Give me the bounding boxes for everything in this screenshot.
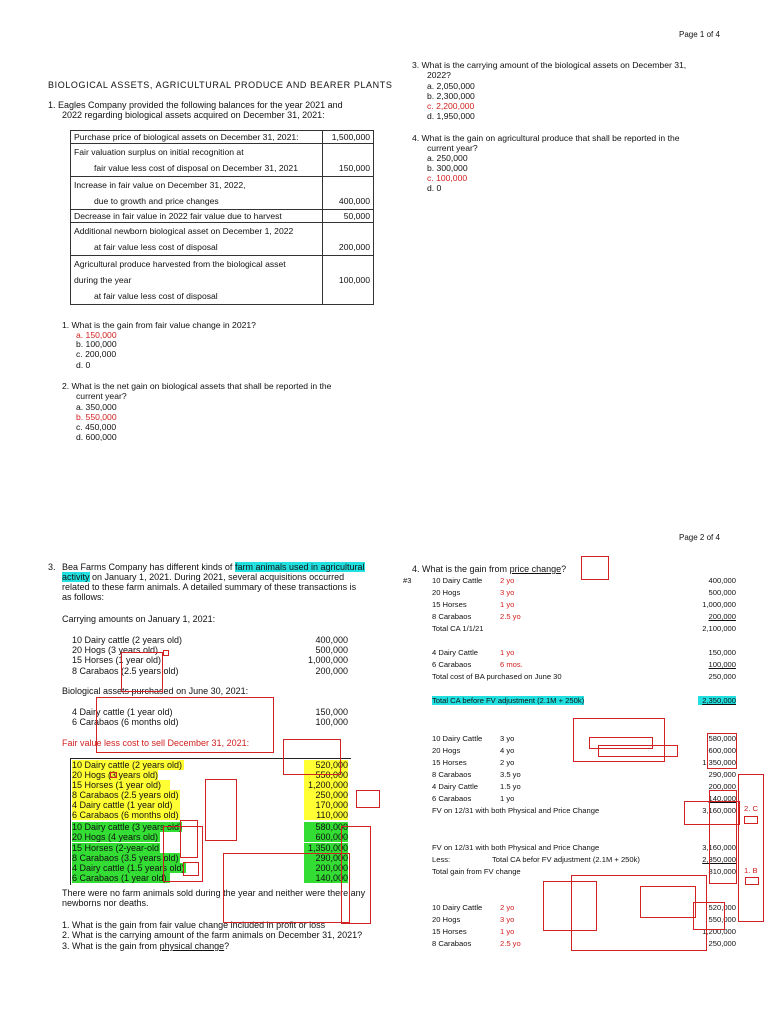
sheet-total-amount: 250,000 (708, 672, 736, 681)
fv-row: 20 Hogs (4 years old) (72, 832, 159, 842)
sheet-label: 8 Carabaos (432, 939, 472, 948)
fv-row: 15 Horses (1 year old) (72, 780, 170, 790)
fv-amount: 600,000 (304, 832, 348, 842)
purchased-amount: 100,000 (315, 717, 348, 727)
sheet-label: Less: (432, 855, 451, 864)
highlighted-text: farm animals used in agricultural (234, 562, 365, 572)
problem3-intro-4: as follows: (62, 592, 105, 602)
annotation-box (205, 779, 237, 841)
purchased-row: 4 Dairy cattle (1 year old) (72, 707, 173, 717)
sheet-age: 2.5 yo (500, 612, 521, 621)
choice: b. 550,000 (76, 412, 117, 422)
sheet-label: 4 Dairy Cattle (432, 648, 479, 657)
fv-amount: 290,000 (304, 853, 348, 863)
choice: b. 2,300,000 (427, 91, 475, 101)
question-3: 3. What is the gain from physical change? (62, 941, 230, 951)
question-2: 2. What is the carrying amount of the farm animals on December 31, 2021? (62, 930, 363, 940)
sheet-label: 20 Hogs (432, 588, 461, 597)
sheet-label: 8 Carabaos (432, 770, 472, 779)
choice: c. 100,000 (427, 173, 468, 183)
annotation-box (283, 739, 341, 775)
sheet-label: 10 Dairy Cattle (432, 734, 483, 743)
sheet-total-amount: 2,100,000 (702, 624, 736, 633)
annotation-box (709, 790, 737, 884)
fv-row: 4 Dairy cattle (1.5 years old) (72, 863, 185, 873)
carrying-row: 8 Carabaos (2.5 years old) (72, 666, 179, 676)
table-amount: 100,000 (323, 256, 374, 305)
problem1-intro: 1. Eagles Company provided the following balances for the year 2021 and (48, 100, 343, 110)
annotation-box (341, 826, 371, 924)
fv-row: 10 Dairy cattle (3 years old) (72, 822, 183, 832)
fv-row: 10 Dairy cattle (2 years old) (72, 760, 183, 770)
sheet-amount: 1,200,000 (702, 927, 736, 936)
sheet-amount: 1,000,000 (702, 600, 736, 609)
table-cell: Increase in fair value on December 31, 2022, (74, 180, 246, 190)
choice: a. 350,000 (76, 402, 117, 412)
sheet-amount: 520,000 (708, 903, 736, 912)
purchased-row: 6 Carabaos (6 months old) (72, 717, 179, 727)
sheet-label: 10 Dairy Cattle (432, 903, 483, 912)
sheet-age: 1 yo (500, 600, 515, 609)
problem3-intro: Bea Farms Company has different kinds of farm animals used in agricultural (62, 562, 365, 572)
sheet-label: 8 Carabaos (432, 612, 472, 621)
sheet-total: Total cost of BA purchased on June 30 (432, 672, 562, 681)
table-amount: 150,000 (323, 144, 374, 177)
annotation-box (598, 745, 678, 757)
choice: c. 200,000 (76, 349, 117, 359)
sheet-total: FV on 12/31 with both Physical and Price Change (432, 806, 600, 815)
question-3-cont: 2022? (427, 70, 451, 80)
annotation-box (640, 886, 696, 918)
annotation-box (581, 556, 609, 580)
sheet-age: 3.5 yo (500, 770, 521, 779)
answer-label: 1. B (744, 866, 758, 875)
choice: a. 2,050,000 (427, 81, 475, 91)
choice: c. 2,200,000 (427, 101, 475, 111)
sheet-label: 15 Horses (432, 927, 467, 936)
sheet-age: 4 yo (500, 746, 515, 755)
question-1: 1. What is the gain from fair value change included in profit or loss (62, 920, 326, 930)
sheet-age: 3 yo (500, 734, 515, 743)
sheet-label: 20 Hogs (432, 915, 461, 924)
sheet-label: 20 Hogs (432, 746, 461, 755)
fv-row: 6 Carabaos (1 year old) (72, 873, 170, 883)
sheet-age: 1.5 yo (500, 782, 521, 791)
question-2: 2. What is the net gain on biological assets that shall be reported in the (62, 381, 332, 391)
table-cell: Fair valuation surplus on initial recognition at (74, 147, 244, 157)
sheet-amount: 290,000 (708, 770, 736, 779)
carrying-row: 20 Hogs (3 years old) (72, 645, 159, 655)
table-cell: during the year (74, 275, 132, 285)
purchased-heading: Biological assets purchased on June 30, 2021: (62, 686, 249, 696)
choice: d. 0 (76, 360, 91, 370)
sheet-amount: 200,000 (708, 612, 736, 621)
table-cell: at fair value less cost of disposal (94, 291, 218, 301)
table-cell: Agricultural produce harvested from the biological asset (74, 259, 286, 269)
table-cell: Decrease in fair value in 2022 fair value due to harvest (71, 210, 323, 223)
sheet-total: Total CA before FV adjustment (2.1M + 250k) (432, 696, 585, 705)
annotation-box (183, 862, 199, 876)
sheet-amount: 2,350,000 (702, 855, 736, 864)
fv-amount: 110,000 (304, 810, 348, 820)
sheet-age: 3 yo (500, 588, 515, 597)
sheet-amount: 400,000 (708, 576, 736, 585)
sheet-age: 2 yo (500, 758, 515, 767)
sheet-label: 15 Horses (432, 758, 467, 767)
sheet-age: 1 yo (500, 927, 515, 936)
table-cell: due to growth and price changes (94, 196, 219, 206)
choice: a. 250,000 (427, 153, 468, 163)
annotation-box (707, 733, 737, 769)
page-label: Page 2 of 4 (679, 533, 720, 542)
carrying-amount: 400,000 (315, 635, 348, 645)
carrying-amount: 200,000 (315, 666, 348, 676)
annotation-box (121, 652, 163, 692)
choice: c. 450,000 (76, 422, 117, 432)
sheet-amount: 100,000 (708, 660, 736, 669)
sheet-age: 2 yo (500, 903, 515, 912)
table-cell: fair value less cost of disposal on December 31, 2021 (94, 163, 298, 173)
purchased-amount: 150,000 (315, 707, 348, 717)
fv-row: 15 Horses (2-year-old (72, 843, 160, 853)
fv-row: 8 Carabaos (3.5 years old) (72, 853, 179, 863)
annotation-box (356, 790, 380, 808)
question-4: 4. What is the gain from price change? (412, 564, 567, 574)
sheet-total: Total gain from FV change (432, 867, 521, 876)
sheet-amount: 150,000 (708, 648, 736, 657)
note-2: newborns nor deaths. (62, 898, 149, 908)
choice: b. 300,000 (427, 163, 468, 173)
fv-amount: 580,000 (304, 822, 348, 832)
sheet-age: 6 mos. (500, 660, 523, 669)
choice: a. 150,000 (76, 330, 117, 340)
worksheet-tag: #3 (403, 576, 412, 585)
sheet-amount: 250,000 (708, 939, 736, 948)
problem3-intro-2: activity on January 1, 2021. During 2021, several acquisitions occurred (62, 572, 345, 582)
highlighted-text: activity (62, 572, 90, 582)
sheet-amount: 550,000 (708, 915, 736, 924)
fv-row: 8 Carabaos (2.5 years old) (72, 790, 179, 800)
question-3: 3. What is the carrying amount of the biological assets on December 31, (412, 60, 687, 70)
sheet-total-amount: 3,160,000 (702, 806, 736, 815)
sheet-label: 6 Carabaos (432, 794, 472, 803)
document-title: BIOLOGICAL ASSETS, AGRICULTURAL PRODUCE AND BEARER PLANTS (48, 80, 393, 90)
fv-amount: 1,350,000 (304, 843, 348, 853)
carrying-heading: Carrying amounts on January 1, 2021: (62, 614, 216, 624)
sheet-label: 4 Dairy Cattle (432, 782, 479, 791)
fv-amount: 170,000 (304, 800, 348, 810)
annotation-box (738, 774, 764, 922)
question-1: 1. What is the gain from fair value change in 2021? (62, 320, 256, 330)
sheet-label: 10 Dairy Cattle (432, 576, 483, 585)
fv-amount: 250,000 (304, 790, 348, 800)
fv-amount: 520,000 (304, 760, 348, 770)
choice: d. 600,000 (76, 432, 117, 442)
annotation-box (96, 697, 274, 753)
note: There were no farm animals sold during the year and neither were there any (62, 888, 366, 898)
carrying-amount: 1,000,000 (307, 655, 348, 665)
annotation-box (163, 650, 169, 656)
sheet-label: Total CA befor FV adjustment (2.1M + 250k) (492, 855, 640, 864)
choice: d. 0 (427, 183, 442, 193)
sheet-age: 2 yo (500, 576, 515, 585)
sheet-total: Total CA 1/1/21 (432, 624, 484, 633)
sheet-amount: 600,000 (708, 746, 736, 755)
carrying-amount: 500,000 (315, 645, 348, 655)
sheet-age: 3 yo (500, 915, 515, 924)
sheet-label: 15 Horses (432, 600, 467, 609)
answer-label: 2. C (744, 804, 758, 813)
problem3-intro-3: related to these farm animals. A detailed summary of these transactions is (62, 582, 357, 592)
fv-amount: 1,200,000 (304, 780, 348, 790)
carrying-row: 15 Horses (1 year old) (72, 655, 162, 665)
question-4-cont: current year? (427, 143, 478, 153)
fv-heading: Fair value less cost to sell December 31, 2021: (62, 738, 250, 748)
choice: d. 1,950,000 (427, 111, 475, 121)
table-cell: Purchase price of biological assets on December 31, 2021: (71, 131, 323, 144)
table-amount: 1,500,000 (323, 131, 374, 144)
problem3-number: 3. (48, 562, 56, 572)
table-amount: 200,000 (323, 223, 374, 256)
question-4: 4. What is the gain on agricultural produce that shall be reported in the (412, 133, 680, 143)
sheet-age: 1 yo (500, 648, 515, 657)
question-2-cont: current year? (76, 391, 127, 401)
table-amount: 50,000 (323, 210, 374, 223)
problem1-intro-2: 2022 regarding biological assets acquired on December 31, 2021: (62, 110, 325, 120)
sheet-total-amount: 810,000 (708, 867, 736, 876)
annotation-box (745, 877, 759, 885)
page-label: Page 1 of 4 (679, 30, 720, 39)
table-cell: at fair value less cost of disposal (94, 242, 218, 252)
fv-amount: 200,000 (304, 863, 348, 873)
sheet-amount: 500,000 (708, 588, 736, 597)
sheet-amount: 200,000 (708, 782, 736, 791)
fv-row: 6 Carabaos (6 months old) (72, 810, 179, 820)
carrying-row: 10 Dairy cattle (2 years old) (72, 635, 183, 645)
fv-amount: 550,000 (304, 770, 348, 780)
sheet-age: 1 yo (500, 794, 515, 803)
annotation-box (223, 853, 350, 923)
sheet-label: 6 Carabaos (432, 660, 472, 669)
sheet-age: 2.5 yo (500, 939, 521, 948)
annotation-box (110, 772, 117, 778)
fv-amount: 140,000 (304, 873, 348, 883)
table-amount: 400,000 (323, 177, 374, 210)
sheet-amount: 3,160,000 (702, 843, 736, 852)
fv-row: 20 Hogs (3 years old) (72, 770, 159, 780)
annotation-box (744, 816, 758, 824)
annotation-box (693, 902, 725, 930)
sheet-amount: 140,000 (708, 794, 736, 803)
fv-row: 4 Dairy cattle (1 year old) (72, 800, 180, 810)
choice: b. 100,000 (76, 339, 117, 349)
problem1-table (70, 130, 374, 305)
sheet-amount: 580,000 (708, 734, 736, 743)
sheet-label: FV on 12/31 with both Physical and Price Change (432, 843, 600, 852)
table-cell: Additional newborn biological asset on December 1, 2022 (74, 226, 294, 236)
sheet-total-amount: 2,350,000 (698, 696, 736, 705)
sheet-amount: 1,350,000 (702, 758, 736, 767)
